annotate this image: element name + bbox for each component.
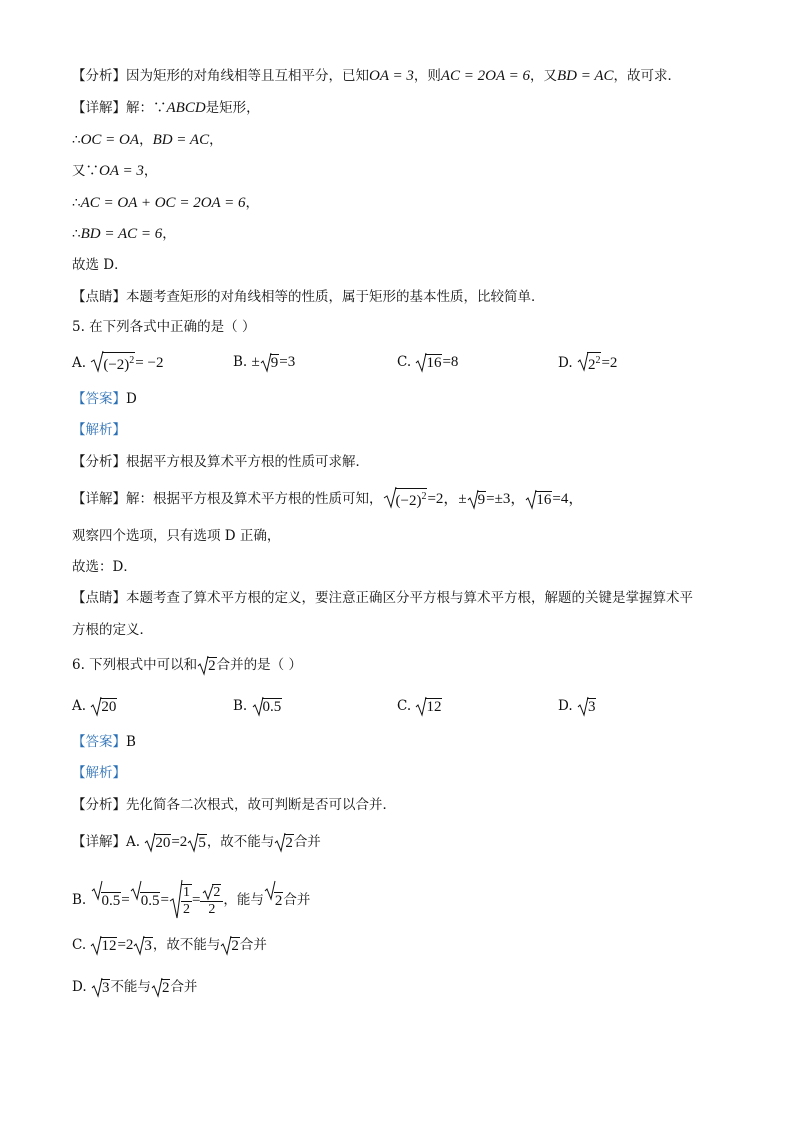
denominator: 2 — [182, 902, 190, 917]
radicand: 2 — [587, 357, 596, 373]
comment-text: 本题考查矩形的对角线相等的性质，属于矩形的基本性质，比较简单． — [126, 289, 545, 305]
q5-option-d — [558, 352, 617, 375]
detail-text: 合并 — [239, 937, 267, 953]
radicand: 2 — [285, 834, 293, 851]
radical — [577, 352, 602, 375]
radicand: 9 — [477, 491, 486, 508]
answer-value: B — [126, 734, 136, 750]
radicand: 9 — [270, 354, 279, 371]
punct: ， — [209, 132, 223, 148]
radical — [133, 936, 153, 956]
math-rest: =2 — [117, 937, 134, 953]
q6-option-b — [233, 696, 282, 717]
radical — [187, 833, 207, 853]
option-label: D. — [558, 355, 573, 371]
q5-jiexi-label: 【解析】 — [72, 422, 126, 438]
q5-option-c — [397, 352, 458, 373]
radicand: 12 — [101, 937, 117, 954]
punct: ， — [245, 195, 260, 211]
plus-minus: ± — [251, 354, 260, 370]
radical — [415, 697, 442, 717]
item-label: A. — [126, 834, 141, 850]
radicand: 20 — [101, 698, 117, 715]
analysis-text: ，故可求． — [613, 68, 682, 84]
radical — [144, 833, 171, 853]
radical — [90, 936, 117, 956]
exponent: 2 — [129, 355, 135, 366]
math-expr: BD = AC = 6 — [80, 226, 163, 242]
comment-text: 本题考查了算术平方根的定义，要注意正确区分平方根与算术平方根，解题的关键是掌握算术平 — [126, 590, 693, 606]
radicand: 2 — [161, 979, 170, 996]
q6-detail-b — [72, 880, 310, 921]
math-expr: AC = OA + OC = 2OA = 6 — [80, 195, 246, 211]
option-rest: =3 — [279, 354, 296, 370]
math-rest: =±3， — [486, 491, 526, 507]
detail-text: 是矩形， — [205, 100, 260, 116]
radical — [151, 978, 171, 998]
stem-text: 合并的是（ ） — [216, 657, 302, 673]
q4-step-line — [72, 193, 259, 213]
radical — [252, 697, 283, 717]
answer-label: 【答案】 — [72, 734, 126, 750]
option-rest: = −2 — [135, 355, 164, 371]
q4-step-line — [72, 130, 223, 150]
analysis-text: 先化简各二次根式，故可判断是否可以合并． — [126, 797, 396, 813]
q4-choose-line: 故选 D． — [72, 257, 128, 273]
detail-text: ，能与 — [223, 892, 264, 908]
item-label: D. — [72, 979, 87, 995]
plus-minus: ± — [458, 491, 467, 507]
therefore-symbol: ∴ — [72, 132, 81, 148]
radicand: 3 — [101, 979, 110, 996]
radical — [91, 978, 111, 998]
detail-text: 不能与 — [110, 979, 151, 995]
q6-jiexi-label: 【解析】 — [72, 765, 126, 781]
detail-label: 【详解】 — [72, 100, 126, 116]
radicand: (−2) — [103, 357, 130, 373]
numerator: 1 — [182, 885, 190, 900]
analysis-text: 因为矩形的对角线相等且互相平分，已知 — [126, 68, 369, 84]
math-expr: ABCD — [166, 100, 206, 116]
q6-stem — [72, 655, 302, 676]
radicand: 2 — [213, 884, 221, 900]
math-expr: OC = OA — [80, 132, 140, 148]
radicand: 2 — [231, 937, 239, 954]
detail-text: 合并 — [293, 834, 321, 850]
radicand: 2 — [274, 892, 283, 909]
radical — [130, 881, 161, 921]
equals: = — [160, 892, 169, 908]
radical — [577, 697, 597, 717]
comment-label: 【点睛】 — [72, 289, 126, 305]
math-expr: BD = AC — [557, 68, 614, 84]
math-expr: OA = 3 — [99, 163, 144, 179]
radicand: 12 — [426, 698, 442, 715]
item-label: B. — [72, 892, 87, 908]
option-label: B. — [233, 698, 248, 714]
radical — [202, 884, 221, 901]
radical — [467, 490, 487, 510]
radicand: 16 — [426, 354, 442, 371]
radical — [383, 488, 428, 511]
math-expr: BD = AC — [152, 132, 210, 148]
math-expr: AC = 2OA = 6 — [440, 68, 530, 84]
option-rest: =8 — [442, 354, 459, 370]
because-symbol: 又∵ — [72, 163, 99, 179]
q6-option-d — [558, 696, 596, 717]
radical — [260, 353, 280, 373]
denominator: 2 — [208, 901, 216, 917]
option-label: A. — [72, 355, 87, 371]
radical — [274, 833, 294, 853]
analysis-label: 【分析】 — [72, 454, 126, 470]
radical — [197, 656, 217, 676]
equals: = — [191, 892, 201, 908]
option-label: D. — [558, 698, 573, 714]
punct: ， — [143, 163, 158, 179]
q5-comment-line — [72, 588, 693, 608]
answer-value: D — [126, 391, 137, 407]
exponent: 2 — [421, 491, 427, 502]
therefore-symbol: ∴ — [72, 226, 81, 242]
analysis-text: ，又 — [530, 68, 557, 84]
radical — [264, 881, 284, 921]
radical — [91, 881, 122, 921]
radicand: 3 — [144, 937, 152, 954]
q4-analysis-line — [72, 66, 681, 86]
detail-text: 解：∵ — [126, 100, 167, 116]
radical-fraction — [169, 881, 192, 921]
q4-step-line — [72, 161, 157, 181]
fraction — [200, 884, 223, 918]
math-expr: OA = 3 — [369, 68, 414, 84]
comment-label: 【点睛】 — [72, 590, 126, 606]
q5-answer-line — [72, 389, 137, 409]
detail-text: 合并 — [283, 892, 311, 908]
q6-detail-c — [72, 935, 267, 956]
q5-analysis-line — [72, 452, 369, 472]
detail-text: 合并 — [170, 979, 198, 995]
detail-text: 解：根据平方根及算术平方根的性质可知， — [126, 491, 383, 507]
radicand: (−2) — [395, 493, 422, 509]
q5-comment-cont: 方根的定义． — [72, 622, 153, 638]
radicand: 5 — [198, 834, 206, 851]
radicand: 2 — [208, 657, 216, 674]
radicand: 3 — [587, 698, 596, 715]
math-rest: =2 — [171, 834, 188, 850]
radicand: 16 — [536, 491, 552, 508]
math-rest: =2， — [427, 491, 459, 507]
q6-detail-d — [72, 977, 197, 998]
detail-text: ，故不能与 — [152, 937, 221, 953]
q5-choose-line: 故选：D． — [72, 559, 137, 575]
q6-option-c — [397, 696, 442, 717]
radical — [415, 353, 442, 373]
q4-comment-line — [72, 287, 545, 307]
radical — [90, 352, 135, 375]
q5-option-a — [72, 352, 163, 375]
q5-detail-line — [72, 488, 583, 511]
option-label: A. — [72, 698, 87, 714]
q6-option-a — [72, 696, 117, 717]
option-label: B. — [233, 354, 248, 370]
q4-detail-line — [72, 98, 260, 118]
punct: ， — [139, 132, 153, 148]
q5-stem: 5. 在下列各式中正确的是（ ） — [72, 319, 256, 335]
q6-analysis-line — [72, 795, 396, 815]
answer-label: 【答案】 — [72, 391, 126, 407]
radical — [90, 697, 117, 717]
q5-option-b — [233, 352, 295, 373]
q6-detail-a — [72, 832, 321, 853]
detail-label: 【详解】 — [72, 834, 126, 850]
analysis-label: 【分析】 — [72, 68, 126, 84]
punct: ， — [162, 226, 176, 242]
therefore-symbol: ∴ — [72, 195, 81, 211]
radicand: 0.5 — [262, 698, 282, 715]
radicand: 0.5 — [101, 892, 121, 909]
q4-step-line — [72, 224, 176, 244]
analysis-text: ，则 — [413, 68, 441, 84]
analysis-text: 根据平方根及算术平方根的性质可求解． — [126, 454, 369, 470]
radical — [220, 936, 240, 956]
radical — [525, 490, 552, 510]
radicand: 0.5 — [140, 892, 160, 909]
item-label: C. — [72, 937, 87, 953]
detail-label: 【详解】 — [72, 491, 126, 507]
radicand: 20 — [155, 834, 171, 851]
option-rest: =2 — [601, 355, 618, 371]
q6-answer-line — [72, 732, 136, 752]
analysis-label: 【分析】 — [72, 797, 126, 813]
option-label: C. — [397, 354, 412, 370]
q5-observe-line: 观察四个选项，只有选项 D 正确， — [72, 528, 281, 544]
detail-text: ，故不能与 — [206, 834, 275, 850]
exponent: 2 — [595, 355, 601, 366]
equals: = — [121, 892, 130, 908]
stem-text: 6. 下列根式中可以和 — [72, 657, 198, 673]
math-rest: =4， — [552, 491, 584, 507]
option-label: C. — [397, 698, 412, 714]
